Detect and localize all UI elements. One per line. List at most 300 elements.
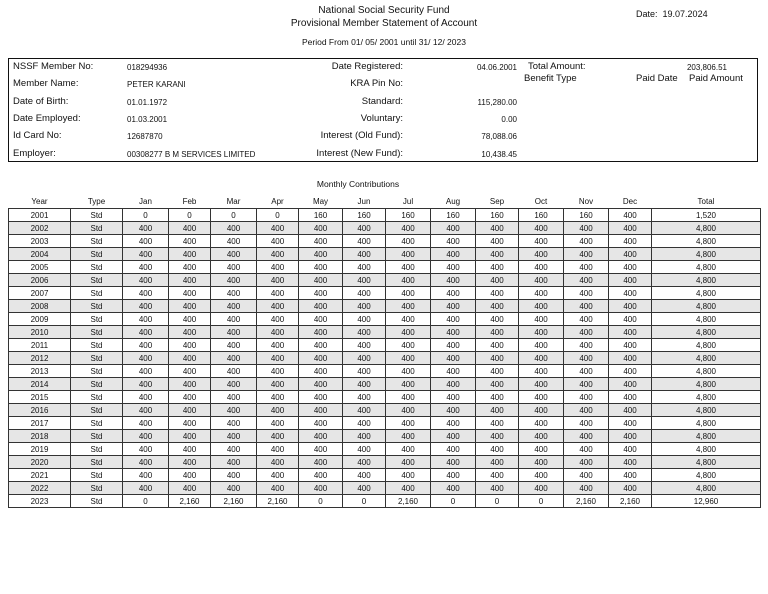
- table-cell: 4,800: [652, 339, 761, 352]
- table-cell: 400: [123, 378, 169, 391]
- table-cell: 400: [299, 326, 343, 339]
- table-cell: 400: [386, 378, 431, 391]
- table-cell: 0: [519, 495, 564, 508]
- table-cell: 400: [257, 482, 299, 495]
- table-cell: Std: [71, 482, 123, 495]
- table-cell: 400: [169, 300, 211, 313]
- table-cell: 0: [169, 209, 211, 222]
- table-cell: 400: [476, 404, 519, 417]
- table-cell: 400: [123, 274, 169, 287]
- standard-value: 115,280.00: [477, 98, 517, 107]
- table-cell: 400: [519, 313, 564, 326]
- table-cell: 400: [343, 430, 386, 443]
- table-cell: 2015: [9, 391, 71, 404]
- table-cell: 400: [519, 222, 564, 235]
- table-cell: 2013: [9, 365, 71, 378]
- interest-old-label: Interest (Old Fund):: [320, 130, 403, 141]
- table-cell: 400: [476, 482, 519, 495]
- table-body: [9, 209, 761, 508]
- table-cell: 400: [169, 378, 211, 391]
- table-cell: 0: [431, 495, 476, 508]
- table-cell: 400: [564, 248, 609, 261]
- table-cell: 400: [609, 339, 652, 352]
- table-cell: 400: [169, 339, 211, 352]
- table-cell: 400: [519, 339, 564, 352]
- table-cell: 2008: [9, 300, 71, 313]
- table-cell: 400: [343, 482, 386, 495]
- table-cell: 400: [386, 430, 431, 443]
- table-cell: 2020: [9, 456, 71, 469]
- table-cell: 400: [343, 287, 386, 300]
- table-cell: 400: [257, 443, 299, 456]
- date-value: 19.07.2024: [662, 9, 708, 19]
- table-cell: 2021: [9, 469, 71, 482]
- table-cell: Std: [71, 417, 123, 430]
- table-cell: 400: [257, 456, 299, 469]
- table-cell: 1,520: [652, 209, 761, 222]
- table-cell: Std: [71, 365, 123, 378]
- table-cell: 400: [431, 248, 476, 261]
- table-cell: 400: [343, 456, 386, 469]
- table-cell: 400: [476, 339, 519, 352]
- table-cell: 400: [476, 287, 519, 300]
- table-cell: 400: [476, 326, 519, 339]
- table-cell: 400: [386, 313, 431, 326]
- table-cell: 400: [123, 287, 169, 300]
- table-cell: 4,800: [652, 365, 761, 378]
- table-cell: 400: [257, 313, 299, 326]
- table-cell: 400: [123, 248, 169, 261]
- table-cell: 400: [476, 469, 519, 482]
- table-cell: 400: [343, 443, 386, 456]
- employer-label: Employer:: [13, 148, 56, 159]
- table-cell: 400: [257, 417, 299, 430]
- table-cell: 2,160: [257, 495, 299, 508]
- table-cell: 400: [211, 391, 257, 404]
- table-cell: 4,800: [652, 313, 761, 326]
- table-cell: 400: [343, 274, 386, 287]
- table-cell: 400: [257, 300, 299, 313]
- table-cell: 400: [211, 404, 257, 417]
- table-cell: 400: [609, 248, 652, 261]
- table-row: [9, 482, 761, 495]
- dob-value: 01.01.1972: [127, 98, 168, 107]
- table-cell: 400: [299, 443, 343, 456]
- table-cell: 4,800: [652, 430, 761, 443]
- table-cell: 400: [564, 222, 609, 235]
- table-cell: 400: [519, 300, 564, 313]
- contributions-table: [8, 195, 761, 508]
- table-cell: 400: [564, 404, 609, 417]
- total-amount-value: 203,806.51: [686, 63, 727, 72]
- table-cell: 4,800: [652, 326, 761, 339]
- table-cell: 400: [564, 326, 609, 339]
- table-cell: 400: [211, 313, 257, 326]
- table-cell: 400: [299, 261, 343, 274]
- table-cell: 400: [299, 287, 343, 300]
- table-cell: 400: [211, 352, 257, 365]
- column-header: May: [312, 197, 329, 206]
- table-cell: 0: [299, 495, 343, 508]
- table-cell: 400: [257, 430, 299, 443]
- column-header: Feb: [182, 197, 197, 206]
- table-cell: 400: [299, 482, 343, 495]
- member-name-label: Member Name:: [13, 78, 79, 89]
- table-cell: 2,160: [169, 495, 211, 508]
- table-cell: 400: [123, 339, 169, 352]
- table-cell: 400: [431, 378, 476, 391]
- table-cell: 400: [299, 300, 343, 313]
- table-cell: 400: [386, 222, 431, 235]
- table-cell: 400: [476, 430, 519, 443]
- table-cell: 400: [519, 326, 564, 339]
- interest-new-label: Interest (New Fund):: [316, 148, 403, 159]
- table-cell: 400: [299, 430, 343, 443]
- table-cell: 400: [299, 352, 343, 365]
- table-cell: 400: [343, 313, 386, 326]
- table-cell: Std: [71, 469, 123, 482]
- table-cell: 2022: [9, 482, 71, 495]
- table-row: [9, 365, 761, 378]
- statement-title: Provisional Member Statement of Account: [290, 18, 478, 29]
- id-card-label: Id Card No:: [13, 130, 62, 141]
- table-cell: 400: [431, 482, 476, 495]
- table-cell: 400: [386, 326, 431, 339]
- voluntary-label: Voluntary:: [360, 113, 403, 124]
- interest-new-value: 10,438.45: [481, 150, 517, 159]
- table-cell: 400: [343, 326, 386, 339]
- table-cell: 400: [476, 235, 519, 248]
- table-cell: 400: [431, 326, 476, 339]
- table-row: [9, 313, 761, 326]
- table-cell: 400: [211, 430, 257, 443]
- table-cell: Std: [71, 352, 123, 365]
- table-cell: 400: [519, 417, 564, 430]
- table-cell: 2003: [9, 235, 71, 248]
- monthly-contributions-title: Monthly Contributions: [316, 179, 400, 189]
- table-cell: 0: [123, 495, 169, 508]
- table-cell: 400: [211, 287, 257, 300]
- table-cell: 400: [564, 456, 609, 469]
- table-cell: 2,160: [564, 495, 609, 508]
- table-cell: 400: [386, 261, 431, 274]
- table-cell: 400: [169, 430, 211, 443]
- table-cell: 400: [609, 391, 652, 404]
- benefit-type-label: Benefit Type: [524, 73, 577, 84]
- table-cell: 400: [257, 326, 299, 339]
- column-header: Aug: [445, 197, 461, 206]
- table-cell: 400: [257, 261, 299, 274]
- table-cell: 400: [476, 443, 519, 456]
- table-cell: 400: [123, 430, 169, 443]
- table-cell: 400: [564, 378, 609, 391]
- table-cell: 4,800: [652, 287, 761, 300]
- date-employed-value: 01.03.2001: [127, 115, 168, 124]
- table-cell: 400: [609, 274, 652, 287]
- table-cell: 400: [169, 352, 211, 365]
- table-cell: 400: [564, 482, 609, 495]
- table-cell: 400: [609, 287, 652, 300]
- table-cell: 400: [431, 456, 476, 469]
- table-cell: 400: [123, 222, 169, 235]
- table-cell: 400: [123, 235, 169, 248]
- table-cell: 400: [476, 378, 519, 391]
- table-cell: 400: [386, 339, 431, 352]
- table-cell: Std: [71, 274, 123, 287]
- table-cell: 400: [169, 261, 211, 274]
- table-cell: 4,800: [652, 261, 761, 274]
- table-cell: 400: [169, 417, 211, 430]
- table-cell: 400: [343, 391, 386, 404]
- table-cell: 400: [564, 417, 609, 430]
- table-cell: Std: [71, 300, 123, 313]
- table-cell: Std: [71, 248, 123, 261]
- table-cell: 4,800: [652, 352, 761, 365]
- table-cell: 2012: [9, 352, 71, 365]
- table-cell: 400: [519, 352, 564, 365]
- table-cell: 400: [211, 300, 257, 313]
- column-header: Jun: [357, 197, 371, 206]
- table-cell: 4,800: [652, 404, 761, 417]
- table-cell: 400: [519, 235, 564, 248]
- table-cell: Std: [71, 326, 123, 339]
- table-cell: 400: [169, 274, 211, 287]
- table-row: [9, 300, 761, 313]
- table-cell: 400: [609, 365, 652, 378]
- table-cell: 400: [564, 339, 609, 352]
- table-cell: 400: [476, 274, 519, 287]
- table-cell: 400: [211, 456, 257, 469]
- table-cell: Std: [71, 443, 123, 456]
- table-cell: 400: [169, 365, 211, 378]
- column-header: Mar: [226, 197, 241, 206]
- table-cell: 400: [299, 417, 343, 430]
- table-cell: 400: [476, 248, 519, 261]
- table-cell: 0: [211, 209, 257, 222]
- table-cell: 400: [123, 443, 169, 456]
- table-cell: 4,800: [652, 378, 761, 391]
- table-cell: Std: [71, 235, 123, 248]
- table-cell: 400: [564, 430, 609, 443]
- table-cell: 400: [211, 417, 257, 430]
- table-cell: 400: [257, 404, 299, 417]
- table-cell: 400: [609, 313, 652, 326]
- table-cell: 400: [169, 456, 211, 469]
- table-cell: 4,800: [652, 391, 761, 404]
- kra-pin-label: KRA Pin No:: [350, 78, 403, 89]
- table-cell: 400: [609, 482, 652, 495]
- table-cell: 4,800: [652, 274, 761, 287]
- table-cell: 2017: [9, 417, 71, 430]
- nssf-no-value: 018294936: [127, 63, 168, 72]
- table-cell: 400: [431, 274, 476, 287]
- table-row: [9, 222, 761, 235]
- table-cell: 400: [431, 261, 476, 274]
- table-cell: 400: [343, 339, 386, 352]
- table-cell: 400: [299, 391, 343, 404]
- table-cell: 400: [476, 417, 519, 430]
- column-header: Dec: [622, 197, 638, 206]
- table-cell: 400: [609, 261, 652, 274]
- table-cell: 400: [169, 482, 211, 495]
- table-cell: 400: [169, 391, 211, 404]
- table-cell: 400: [431, 443, 476, 456]
- table-cell: 400: [386, 456, 431, 469]
- table-cell: 400: [123, 352, 169, 365]
- table-row: [9, 235, 761, 248]
- table-cell: 400: [386, 482, 431, 495]
- table-cell: 4,800: [652, 482, 761, 495]
- table-cell: 400: [257, 235, 299, 248]
- table-cell: 400: [299, 235, 343, 248]
- column-header: Sep: [489, 197, 505, 206]
- table-cell: 400: [211, 248, 257, 261]
- dob-label: Date of Birth:: [13, 96, 69, 107]
- table-cell: 400: [169, 326, 211, 339]
- table-cell: 400: [123, 391, 169, 404]
- table-cell: 400: [299, 456, 343, 469]
- table-row: [9, 261, 761, 274]
- id-card-value: 12687870: [127, 132, 163, 141]
- table-cell: 160: [299, 209, 343, 222]
- table-cell: 2004: [9, 248, 71, 261]
- table-cell: 400: [211, 378, 257, 391]
- table-cell: 2,160: [609, 495, 652, 508]
- table-cell: 400: [257, 274, 299, 287]
- table-cell: 4,800: [652, 222, 761, 235]
- table-cell: Std: [71, 378, 123, 391]
- table-cell: 400: [343, 248, 386, 261]
- table-cell: 4,800: [652, 443, 761, 456]
- table-cell: 400: [343, 261, 386, 274]
- table-cell: 400: [299, 469, 343, 482]
- table-cell: 400: [476, 313, 519, 326]
- table-cell: 400: [343, 352, 386, 365]
- table-cell: 400: [299, 248, 343, 261]
- table-cell: 400: [519, 404, 564, 417]
- table-cell: 400: [476, 222, 519, 235]
- table-cell: Std: [71, 404, 123, 417]
- table-cell: Std: [71, 287, 123, 300]
- fund-title: National Social Security Fund: [318, 5, 450, 16]
- table-cell: 400: [257, 391, 299, 404]
- table-cell: 0: [343, 495, 386, 508]
- table-cell: 160: [519, 209, 564, 222]
- date-registered-value: 04.06.2001: [476, 63, 517, 72]
- employer-value: 00308277 B M SERVICES LIMITED: [127, 150, 256, 159]
- table-cell: 400: [519, 274, 564, 287]
- table-cell: 400: [386, 469, 431, 482]
- table-cell: 2023: [9, 495, 71, 508]
- table-cell: 400: [431, 430, 476, 443]
- table-cell: 400: [519, 430, 564, 443]
- table-cell: 2009: [9, 313, 71, 326]
- table-cell: 400: [257, 248, 299, 261]
- table-cell: 400: [211, 274, 257, 287]
- table-cell: 400: [386, 404, 431, 417]
- table-cell: 400: [211, 235, 257, 248]
- table-cell: 400: [386, 300, 431, 313]
- table-row: [9, 378, 761, 391]
- table-cell: 4,800: [652, 300, 761, 313]
- table-cell: 400: [169, 404, 211, 417]
- table-cell: 160: [386, 209, 431, 222]
- table-cell: 400: [211, 482, 257, 495]
- table-cell: 400: [343, 222, 386, 235]
- table-cell: 400: [609, 352, 652, 365]
- table-cell: 400: [386, 235, 431, 248]
- table-cell: 400: [169, 287, 211, 300]
- table-cell: 400: [476, 300, 519, 313]
- table-cell: 400: [211, 261, 257, 274]
- table-cell: 400: [169, 469, 211, 482]
- table-cell: 400: [609, 235, 652, 248]
- table-cell: 400: [169, 443, 211, 456]
- table-cell: 400: [299, 404, 343, 417]
- table-cell: Std: [71, 391, 123, 404]
- table-cell: 4,800: [652, 456, 761, 469]
- paid-amount-label: Paid Amount: [689, 73, 743, 84]
- table-cell: 160: [476, 209, 519, 222]
- table-cell: 400: [343, 404, 386, 417]
- table-cell: 400: [519, 365, 564, 378]
- table-cell: 400: [386, 287, 431, 300]
- table-cell: 400: [431, 339, 476, 352]
- table-cell: 12,960: [652, 495, 761, 508]
- table-cell: 400: [476, 352, 519, 365]
- table-cell: 400: [169, 248, 211, 261]
- table-cell: 400: [211, 339, 257, 352]
- table-cell: Std: [71, 261, 123, 274]
- table-cell: 400: [386, 248, 431, 261]
- table-row: [9, 326, 761, 339]
- table-cell: 400: [476, 261, 519, 274]
- table-cell: 400: [431, 391, 476, 404]
- table-cell: 400: [431, 404, 476, 417]
- table-row: [9, 391, 761, 404]
- table-cell: 400: [564, 391, 609, 404]
- table-row: [9, 443, 761, 456]
- table-cell: 400: [431, 469, 476, 482]
- table-cell: 400: [123, 456, 169, 469]
- table-cell: 400: [343, 417, 386, 430]
- table-row: [9, 456, 761, 469]
- table-cell: 400: [257, 352, 299, 365]
- table-cell: 400: [343, 469, 386, 482]
- table-cell: 400: [123, 417, 169, 430]
- table-cell: 400: [609, 222, 652, 235]
- table-cell: 400: [386, 443, 431, 456]
- column-header: Jul: [402, 197, 414, 206]
- table-cell: 400: [609, 417, 652, 430]
- table-cell: 400: [123, 404, 169, 417]
- table-cell: 160: [564, 209, 609, 222]
- table-cell: 400: [519, 378, 564, 391]
- member-info-box: [8, 58, 758, 162]
- column-header: Nov: [578, 197, 594, 206]
- table-cell: 2019: [9, 443, 71, 456]
- table-cell: 400: [609, 326, 652, 339]
- table-cell: 2007: [9, 287, 71, 300]
- table-cell: 2005: [9, 261, 71, 274]
- table-cell: 400: [257, 222, 299, 235]
- table-cell: 2018: [9, 430, 71, 443]
- date-label: Date:: [636, 9, 658, 19]
- table-cell: 400: [564, 443, 609, 456]
- table-cell: 400: [123, 482, 169, 495]
- table-cell: 400: [431, 235, 476, 248]
- table-cell: 400: [386, 274, 431, 287]
